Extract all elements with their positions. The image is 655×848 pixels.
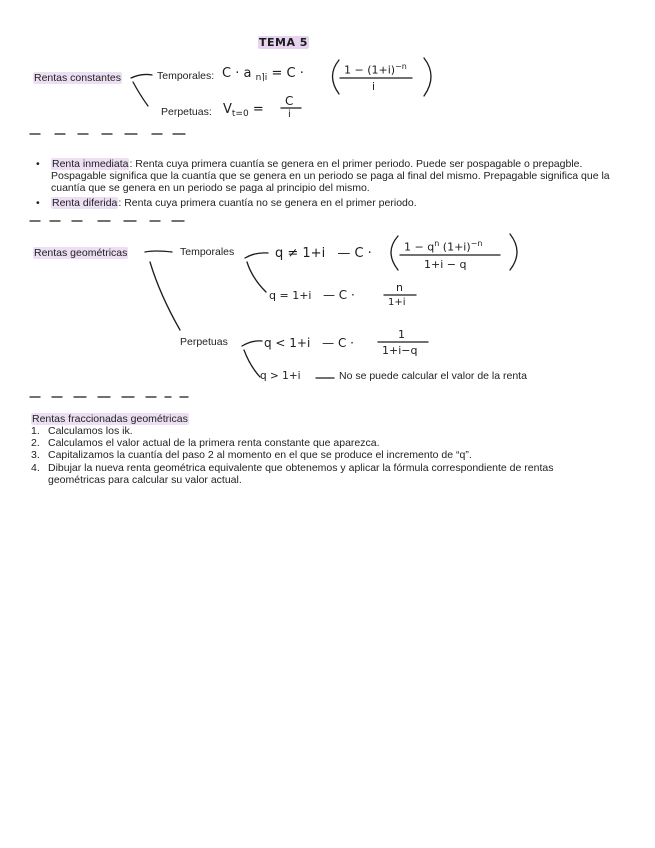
constantes-temporales-formula: C · a $_{n⌉i}$ = C · <box>222 66 304 83</box>
case3-condition: q < 1+i — C · <box>264 336 354 350</box>
list-item: 4. Dibujar la nueva renta geométrica equivalente que obtenemos y aplicar la fórmula correspondiente de rentas geométricas para calcular su valor actual. <box>31 461 554 486</box>
list-item: • Renta diferida: Renta cuya primera cuantía no se genera en el primer periodo. <box>36 196 417 209</box>
definitions-list <box>35 158 620 211</box>
geometricas-temporales-label: Temporales <box>180 246 235 258</box>
case2-denominator: 1+i <box>388 297 406 308</box>
bracket-top <box>245 253 268 258</box>
case3-numerator: 1 <box>398 328 405 341</box>
constantes-perpetuas-label: Perpetuas: <box>161 106 212 118</box>
case4-condition: q > 1+i <box>260 370 301 382</box>
section-label-rentas-geometricas: Rentas geométricas <box>34 247 128 259</box>
case1-condition: q ≠ 1+i — C · <box>275 246 372 261</box>
constantes-perpetuas-numerator: C <box>285 94 294 108</box>
list-item: • Renta inmediata: Renta cuya primera cuantía se genera en el primer periodo. Puede ser pospagable o prepagble. Pospagable significa que la cuantía que se genera en un periodo se paga al final del mismo. Prepagable significa que la cuantía que se genera en un periodo se paga al principio del mismo. <box>36 158 610 195</box>
page-title: TEMA 5 <box>259 36 308 49</box>
bracket-top <box>131 74 152 78</box>
paren-right <box>510 234 517 270</box>
list-item: 1. Calculamos los ik. <box>31 425 133 437</box>
case1-numerator: $1 - q^n$ $(1+i)^{-n}$ <box>404 239 483 254</box>
paren-left <box>391 236 398 270</box>
paren-left <box>333 60 340 94</box>
bracket-bottom <box>133 82 148 106</box>
bracket-top <box>145 251 172 252</box>
section-label-rentas-constantes: Rentas constantes <box>34 72 121 84</box>
geometricas-perpetuas-label: Perpetuas <box>180 336 228 348</box>
constantes-temporales-denominator: i <box>372 80 376 93</box>
constantes-perpetuas-formula: $V_{t=0}$ = <box>223 102 264 119</box>
bracket-bottom <box>244 350 260 377</box>
constantes-temporales-numerator: $1 - (1+i)^{-n}$ <box>344 62 407 77</box>
constantes-perpetuas-denominator: i <box>288 109 291 120</box>
constantes-temporales-label: Temporales: <box>157 70 215 82</box>
case4-text: No se puede calcular el valor de la renta <box>339 370 527 382</box>
case2-numerator: n <box>396 281 403 294</box>
bracket-bottom <box>150 262 180 330</box>
paren-right <box>424 58 431 96</box>
steps-list <box>31 425 601 486</box>
list-item: 3. Capitalizamos la cuantía del paso 2 al momento en el que se produce el incremento de “q”. <box>31 449 472 462</box>
section-label-rentas-fraccionadas: Rentas fraccionadas geométricas <box>32 413 188 425</box>
case1-denominator: 1+i − q <box>424 258 467 271</box>
bracket-top <box>242 341 262 346</box>
list-item: 2. Calculamos el valor actual de la primera renta constante que aparezca. <box>31 437 380 450</box>
bracket-bottom <box>247 262 266 292</box>
case2-condition: q = 1+i — C · <box>269 288 355 302</box>
case3-denominator: 1+i−q <box>382 344 418 357</box>
